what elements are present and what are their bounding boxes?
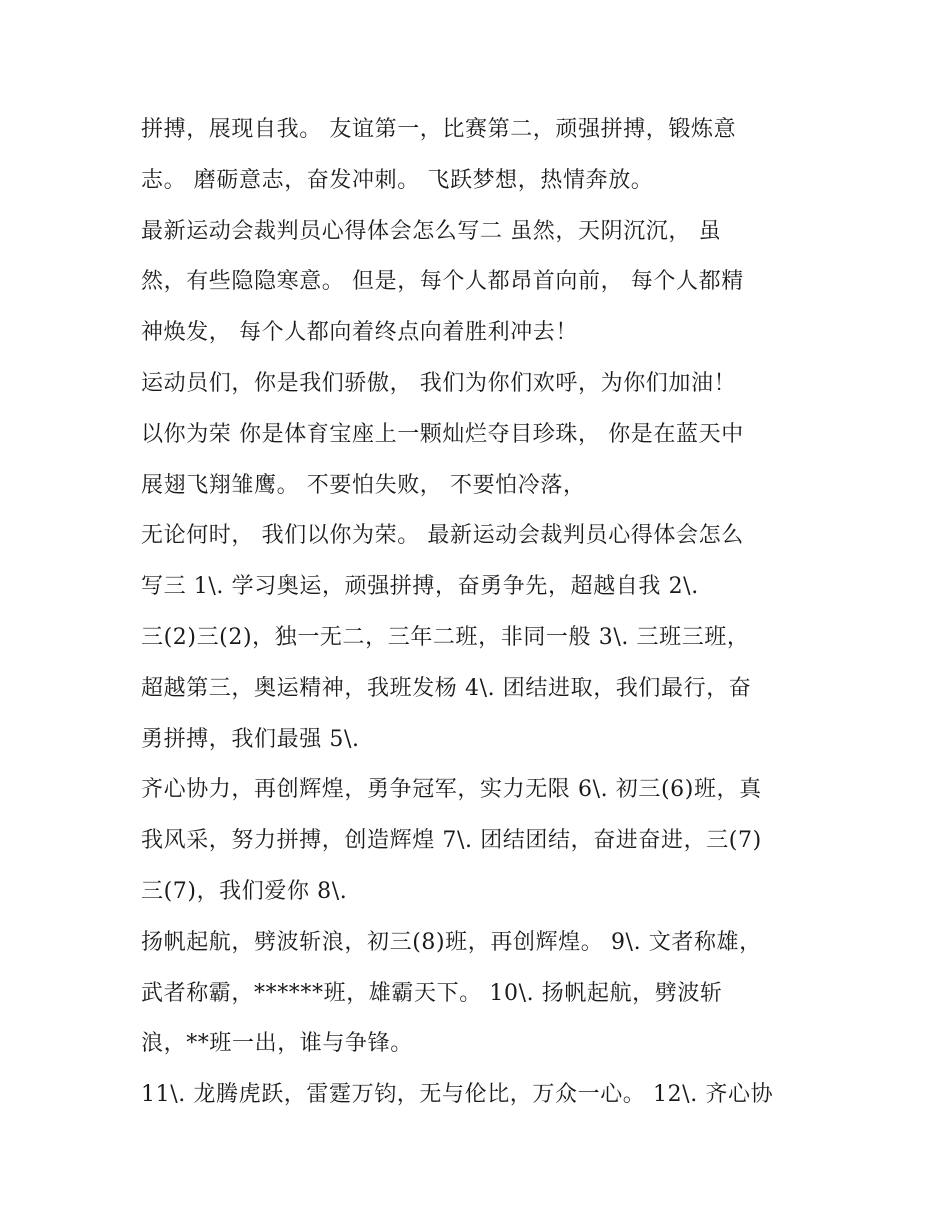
text-line: 展翅飞翔雏鹰。 不要怕失败， 不要怕冷落，: [141, 472, 586, 498]
text-line: 武者称霸，******班，雄霸天下。 10\. 扬帆起航，劈波斩: [141, 980, 723, 1006]
text-line: 拼搏，展现自我。 友谊第一，比赛第二，顽强拼搏，锻炼意: [141, 117, 737, 142]
text-line: 三(2)三(2)，独一无二，三年二班，非同一般 3\. 三班三班，: [141, 624, 750, 650]
text-line: 11\. 龙腾虎跃，雷霆万钧，无与伦比，万众一心。 12\. 齐心协: [141, 1082, 774, 1108]
text-line: 勇拼搏，我们最强 5\.: [141, 726, 360, 752]
text-line: 神焕发， 每个人都向着终点向着胜利冲去！: [141, 320, 578, 346]
text-line: 扬帆起航，劈波斩浪，初三(8)班，再创辉煌。 9\. 文者称雄，: [141, 929, 762, 955]
text-line: 志。 磨砺意志，奋发冲刺。 飞跃梦想，热情奔放。: [141, 167, 654, 193]
text-line: 齐心协力，再创辉煌，勇争冠军，实力无限 6\. 初三(6)班，真: [141, 777, 762, 803]
text-line: 超越第三，奥运精神，我班发杨 4\. 团结进取，我们最行，奋: [141, 675, 752, 701]
text-line: 最新运动会裁判员心得体会怎么写二 虽然，天阴沉沉， 虽: [141, 218, 722, 244]
text-line: 浪，**班一出，谁与争锋。: [141, 1031, 413, 1057]
text-line: 然，有些隐隐寒意。 但是，每个人都昂首向前， 每个人都精: [141, 269, 744, 295]
text-line: 三(7)，我们爱你 8\.: [141, 878, 348, 904]
text-line: 写三 1\. 学习奥运，顽强拼搏，奋勇争先，超越自我 2\.: [141, 574, 699, 600]
document-body: [141, 110, 821, 1126]
text-line: 无论何时， 我们以你为荣。 最新运动会裁判员心得体会怎么: [141, 523, 744, 549]
text-line: 以你为荣 你是体育宝座上一颗灿烂夺目珍珠， 你是在蓝天中: [141, 421, 744, 447]
text-line: 我风采，努力拼搏，创造辉煌 7\. 团结团结，奋进奋进，三(7): [141, 828, 762, 854]
text-line: 运动员们，你是我们骄傲， 我们为你们欢呼，为你们加油！: [141, 370, 737, 396]
